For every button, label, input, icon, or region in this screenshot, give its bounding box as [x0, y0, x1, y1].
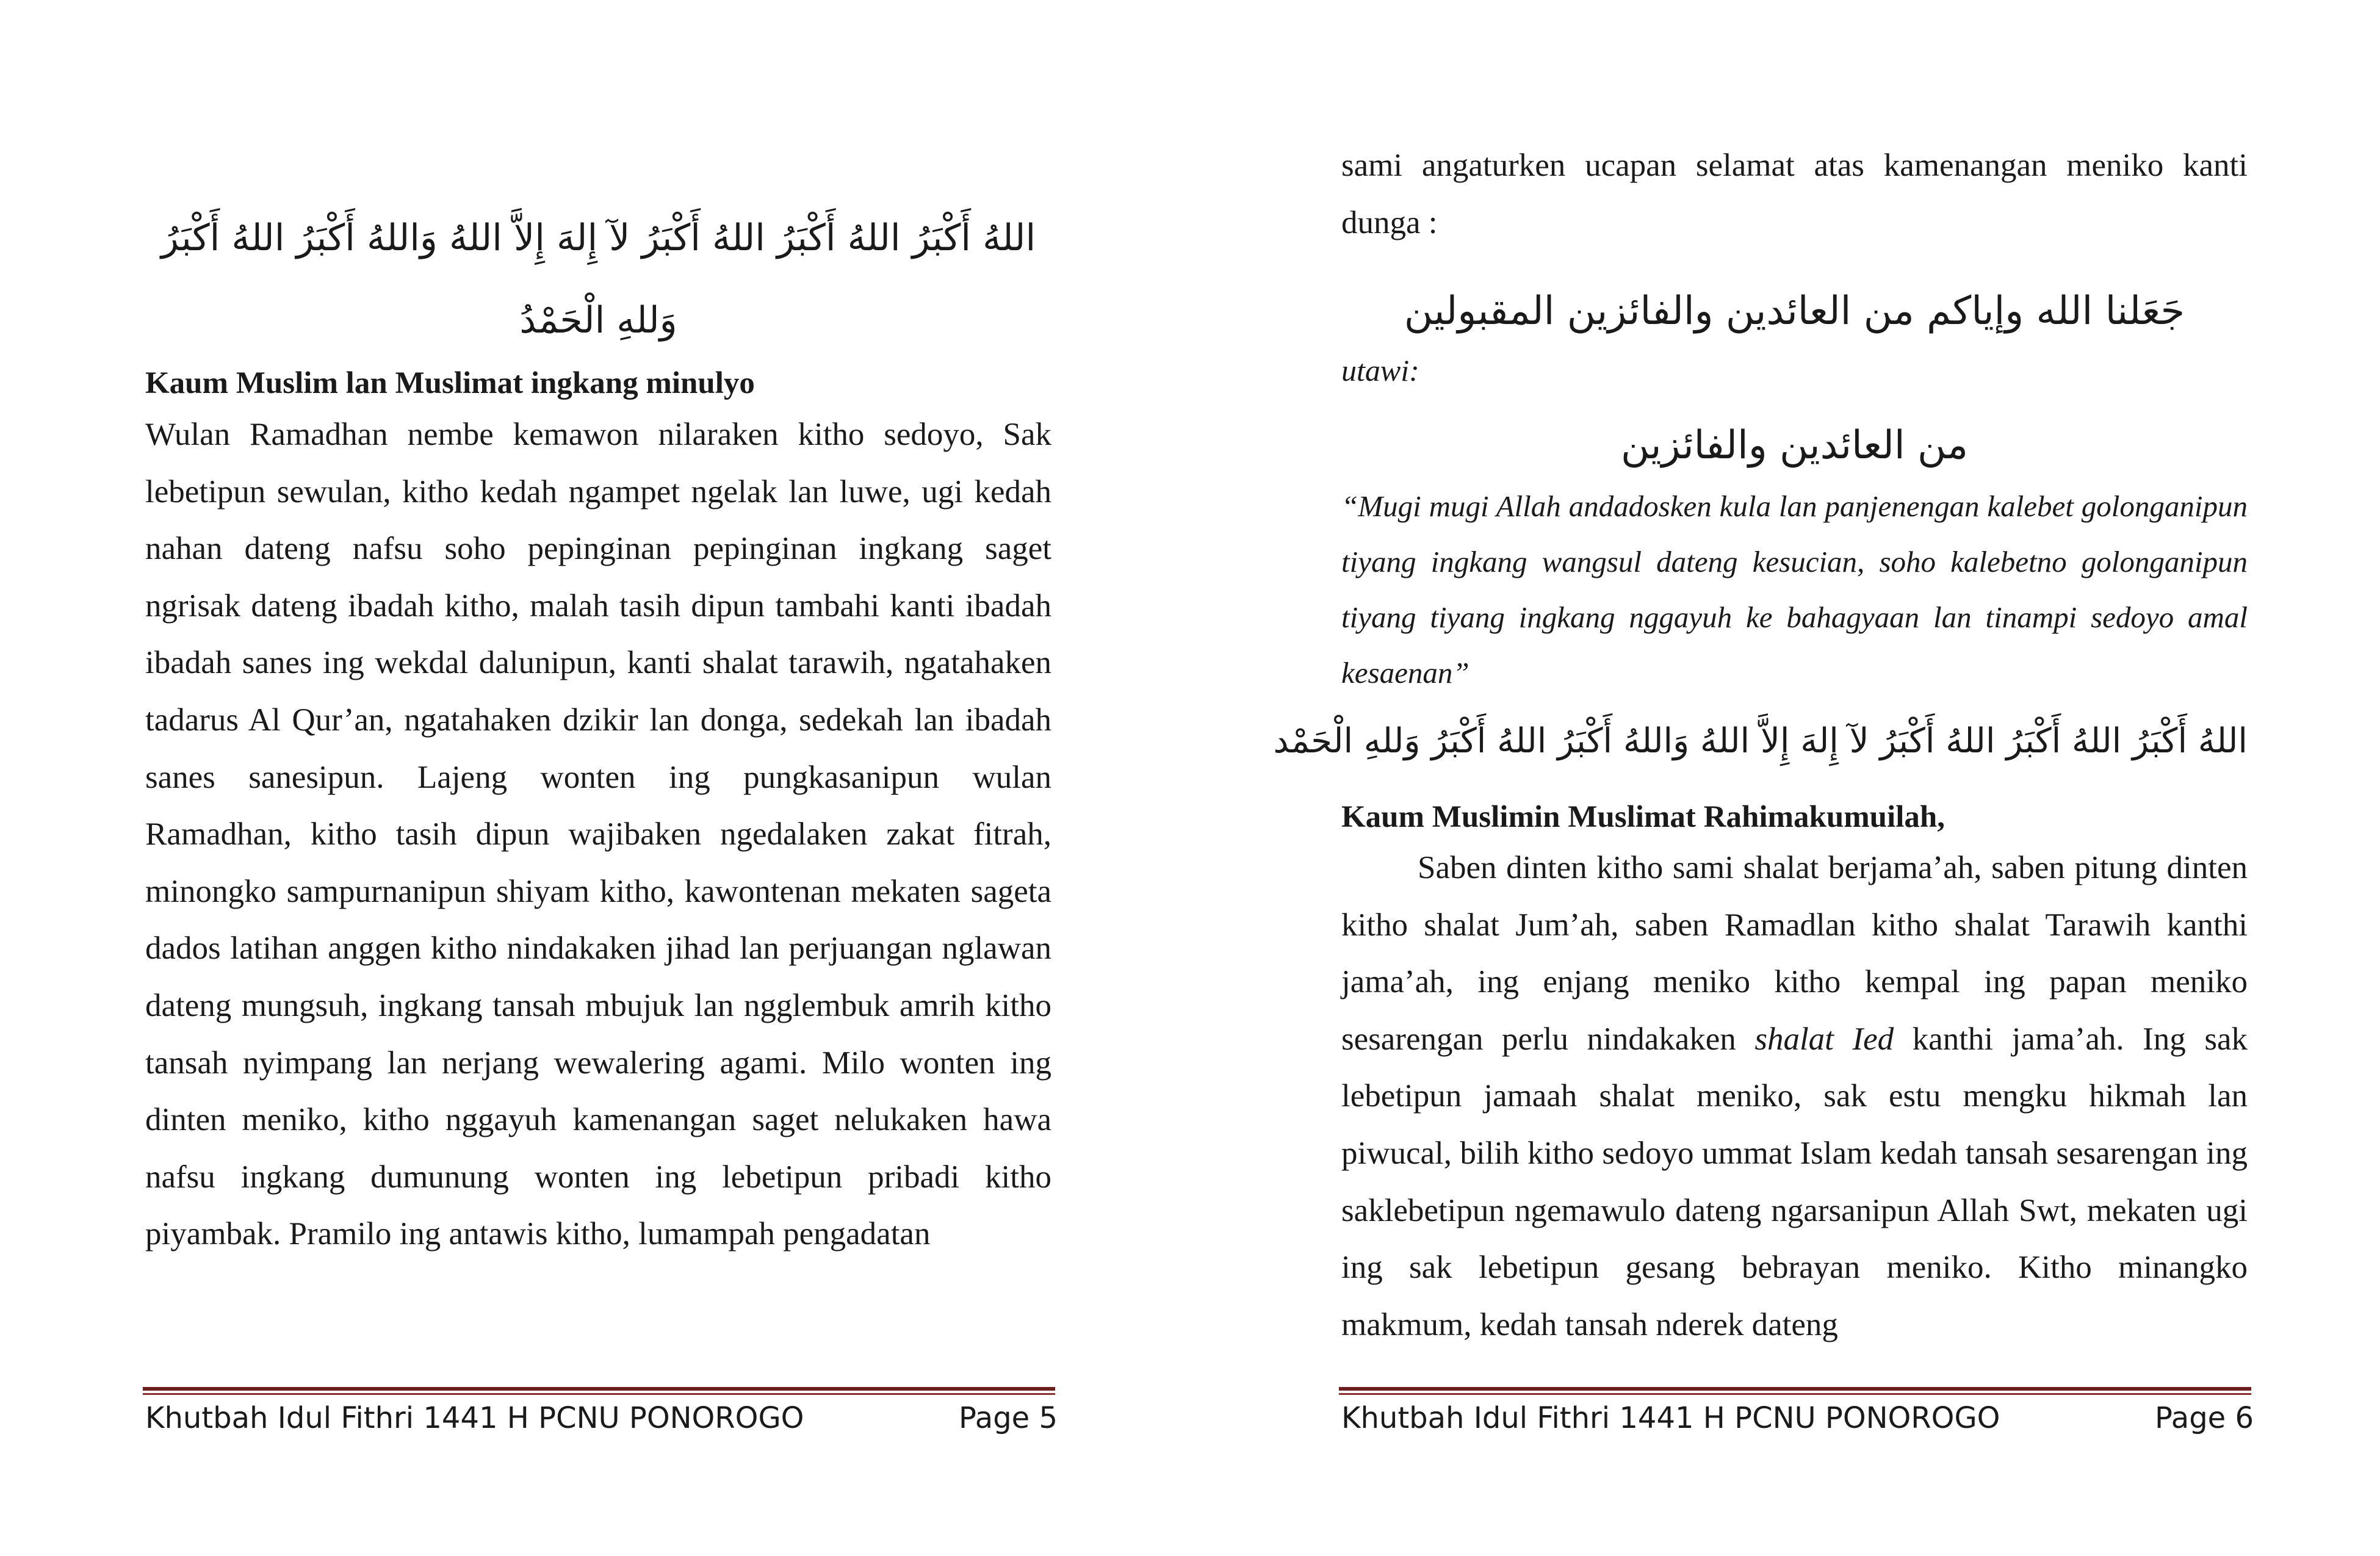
- page-footer: [1341, 1401, 2254, 1435]
- footer-rule: [143, 1387, 1055, 1397]
- takbir-arabic-line-2: وَللهِ الْحَمْدُ: [519, 299, 677, 342]
- footer-title: Khutbah Idul Fithri 1441 H PCNU PONOROGO: [145, 1401, 804, 1435]
- footer-rule-thick: [1339, 1387, 2251, 1391]
- page-6: [1190, 0, 2380, 1556]
- page-footer: [145, 1401, 1058, 1435]
- body-text-part-2: kanthi jama’ah. Ing sak lebetipun jamaah shalat meniko, sak estu mengku hikmah lan piwucal, bilih kitho sedoyo ummat Islam kedah tansah sesarengan ing saklebetipun ngemawulo dateng ngarsanipun Allah Swt, mekaten ugi ing sak lebetipun gesang bebrayan meniko. Kitho minangko makmum, kedah tansah nderek dateng: [1341, 1021, 2248, 1342]
- body-text: Wulan Ramadhan nembe kemawon nilaraken kitho sedoyo, Sak lebetipun sewulan, kitho kedah ngampet ngelak lan luwe, ugi kedah nahan dateng nafsu soho pepinginan pepinginan ingkang saget ngrisak dateng ibadah kitho, malah tasih dipun tambahi kanti ibadah ibadah sanes ing wekdal dalunipun, kanti shalat tarawih, ngatahaken tadarus Al Qur’an, ngatahaken dzikir lan donga, sedekah lan ibadah sanes sanesipun. Lajeng wonten ing pungkasanipun wulan Ramadhan, kitho tasih dipun wajibaken ngedalaken zakat fitrah, minongko sampurnanipun shiyam kitho, kawontenan mekaten sageta dados latihan anggen kitho nindakaken jihad lan perjuangan nglawan dateng mungsuh, ingkang tansah mbujuk lan ngglembuk amrih kitho tansah nyimpang lan nerjang wewalering agami. Milo wonten ing dinten meniko, kitho nggayuh kamenangan saget nelukaken hawa nafsu ingkang dumunung wonten ing lebetipun pribadi kitho piyambak. Pramilo ing antawis kitho, lumampah pengadatan: [145, 417, 1051, 1252]
- section-heading: Kaum Muslimin Muslimat Rahimakumuilah,: [1341, 800, 1945, 834]
- footer-rule-thick: [143, 1387, 1055, 1391]
- body-text-part-1: Saben dinten kitho sami shalat berjama’ah, saben pitung dinten kitho shalat Jum’ah, saben Ramadlan kitho shalat Tarawih kanthi jama’ah, ing enjang meniko kitho kempal ing papan meniko sesarengan perlu nindakaken: [1341, 850, 2248, 1057]
- section-heading: Kaum Muslim lan Muslimat ingkang minulyo: [145, 366, 755, 400]
- footer-title: Khutbah Idul Fithri 1441 H PCNU PONOROGO: [1341, 1401, 2000, 1435]
- doa-translation: “Mugi mugi Allah andadosken kula lan panjenengan kalebet golonganipun tiyang ingkang wangsul dateng kesucian, soho kalebetno golonganipun tiyang tiyang ingkang nggayuh ke bahagyaan lan tinampi sedoyo amal kesaenan”: [1341, 489, 2248, 690]
- footer-rule-thin: [1339, 1393, 2251, 1395]
- body-text: [1341, 840, 2248, 1353]
- doa-arabic-1: جَعَلنا الله وإياكم من العائدين والفائزين المقبولين: [1404, 289, 2185, 334]
- takbir-arabic-line-1: اللهُ أَكْبَرُ اللهُ أَكْبَرُ اللهُ أَكْبَرُ لآ إِلهَ إِلاَّ اللهُ وَاللهُ أَكْبَرُ اللهُ أَكْبَرُ: [160, 217, 1036, 259]
- body-paragraph: [1341, 840, 2248, 1353]
- footer-rule-thin: [143, 1393, 1055, 1395]
- utawi-label: utawi:: [1341, 353, 1419, 387]
- doa-arabic-2: من العائدين والفائزين: [1621, 423, 1968, 468]
- footer-rule: [1339, 1387, 2251, 1397]
- takbir-arabic: اللهُ أَكْبَرُ اللهُ أَكْبَرُ اللهُ أَكْبَرُ لآ إِلهَ إِلاَّ اللهُ وَاللهُ أَكْبَرُ اللهُ أَكْبَرُ وَللهِ الْحَمْد: [1273, 721, 2248, 761]
- body-text-italic: shalat Ied: [1754, 1021, 1894, 1057]
- page-number: Page 6: [2155, 1401, 2254, 1435]
- page-number: Page 5: [959, 1401, 1058, 1435]
- intro-paragraph: sami angaturken ucapan selamat atas kamenangan meniko kanti dunga :: [1341, 148, 2248, 240]
- body-paragraph: [145, 406, 1051, 1263]
